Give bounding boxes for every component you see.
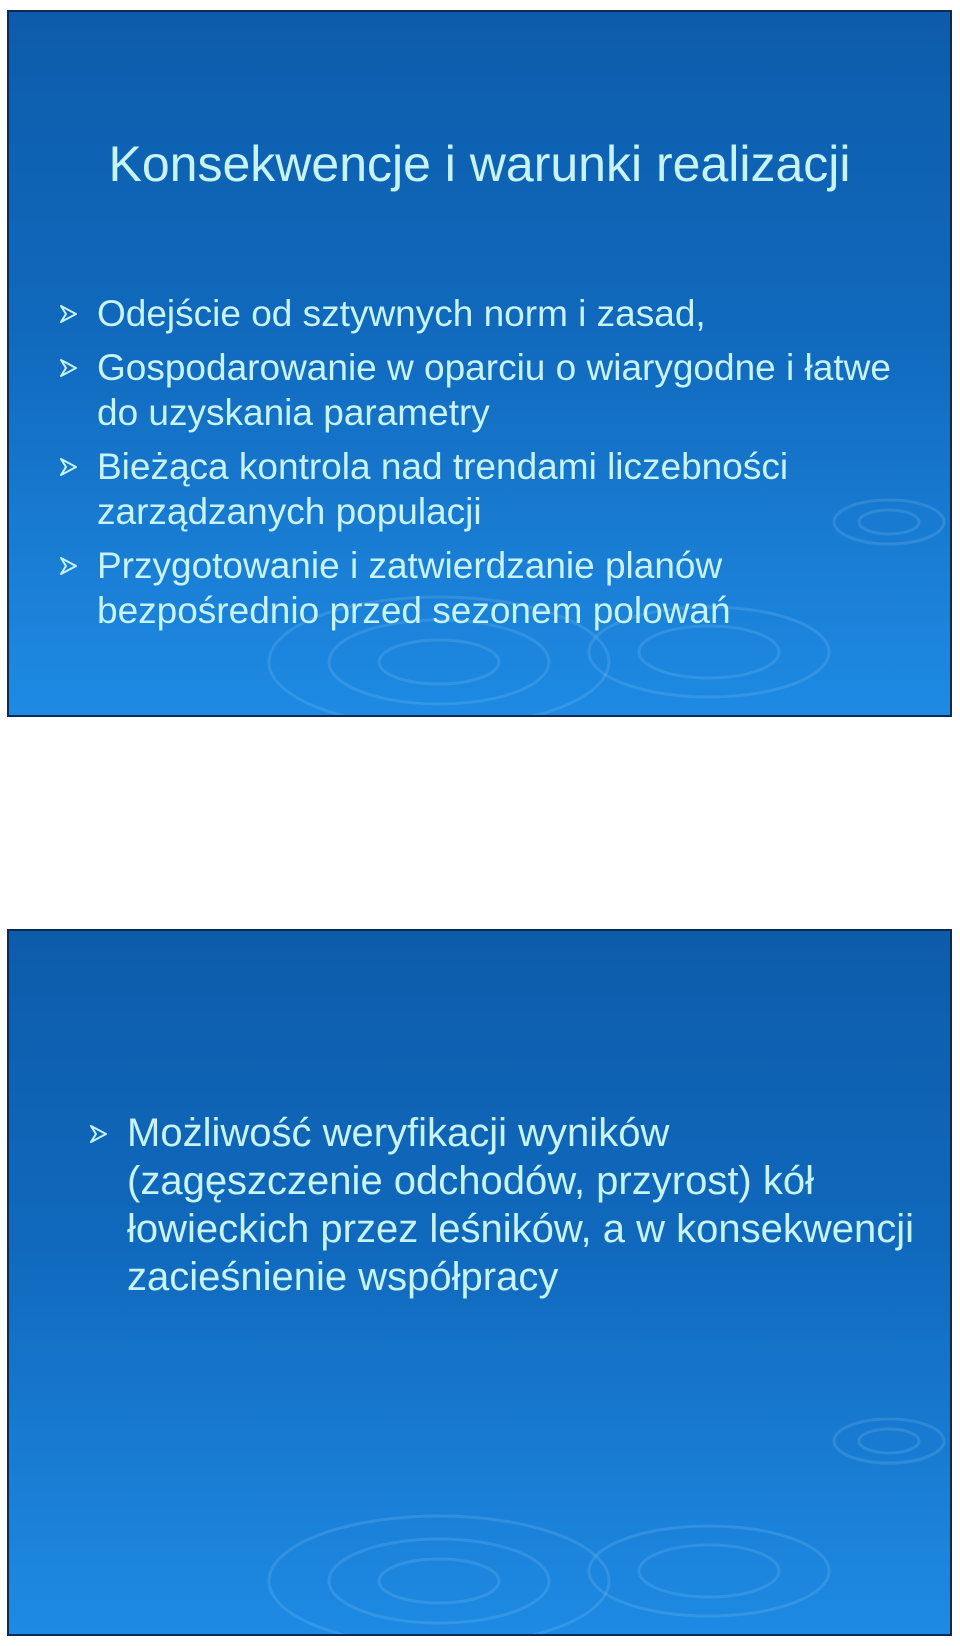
slide-2 — [7, 929, 952, 1636]
arrowhead-bullet-icon — [59, 305, 79, 323]
list-item — [89, 1109, 929, 1301]
slide-1 — [7, 10, 952, 717]
arrowhead-bullet-icon — [59, 458, 79, 476]
bullet-list — [59, 291, 929, 642]
slide-title: Konsekwencje i warunki realizacji — [108, 136, 851, 192]
list-item — [59, 345, 929, 435]
bullet-text: Bieżąca kontrola nad trendami liczebności zarządzanych populacji — [97, 446, 789, 532]
bullet-text: Gospodarowanie w oparciu o wiarygodne i łatwe do uzyskania parametry — [97, 347, 891, 433]
bullet-list — [89, 1109, 929, 1301]
bullet-text: Możliwość weryfikacji wyników (zagęszczenie odchodów, przyrost) kół łowieckich przez leśników, a w konsekwencji zacieśnienie współpracy — [127, 1111, 914, 1299]
arrowhead-bullet-icon — [59, 359, 79, 377]
list-item — [59, 291, 929, 336]
list-item — [59, 444, 929, 534]
arrowhead-bullet-icon — [89, 1125, 109, 1143]
list-item — [59, 543, 929, 633]
arrowhead-bullet-icon — [59, 557, 79, 575]
bullet-text: Przygotowanie i zatwierdzanie planów bezpośrednio przed sezonem polowań — [97, 545, 731, 631]
bullet-text: Odejście od sztywnych norm i zasad, — [97, 293, 706, 334]
